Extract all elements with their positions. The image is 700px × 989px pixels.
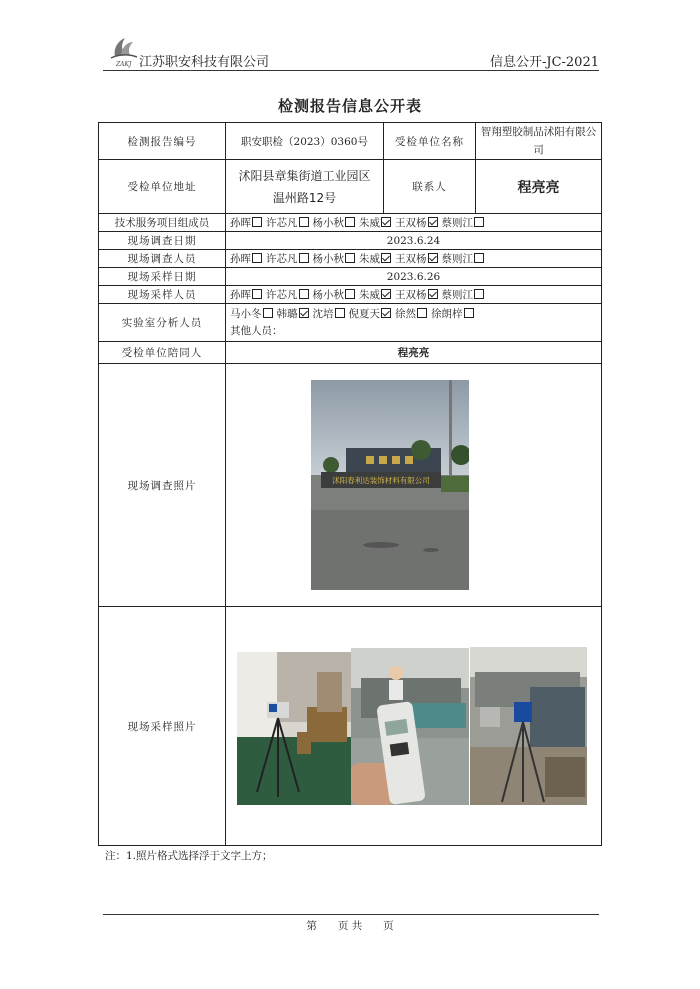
unchecked-box-icon[interactable] <box>252 289 262 299</box>
checklist-name: 杨小秋 <box>312 289 344 301</box>
gate-sign-text: 沭阳春利达装饰材料有限公司 <box>332 476 430 485</box>
checklist-item <box>230 253 266 265</box>
checklist-item <box>442 253 489 265</box>
checklist-item <box>442 217 489 229</box>
page-header <box>103 36 599 71</box>
checklist-item <box>266 289 313 301</box>
checklist-name: 许芯凡 <box>266 253 298 265</box>
unchecked-box-icon[interactable] <box>263 308 273 318</box>
checklist-item <box>266 217 313 229</box>
checklist-item <box>349 308 396 320</box>
row-address <box>99 160 602 214</box>
checked-box-icon[interactable] <box>428 217 438 227</box>
client-label: 受检单位名称 <box>384 123 476 160</box>
lab-checklist <box>226 304 602 342</box>
address-label: 受检单位地址 <box>99 160 226 214</box>
checklist-name: 马小冬 <box>230 307 262 320</box>
footer-divider <box>103 914 599 915</box>
row-lab <box>99 304 602 342</box>
sampling-photo-label: 现场采样照片 <box>99 607 226 846</box>
checklist-item <box>230 217 266 229</box>
checklist-name: 韩璐 <box>276 307 298 320</box>
checklist-name: 朱威 <box>359 289 380 301</box>
address-line-1: 沭阳县章集街道工业园区 <box>238 168 371 183</box>
checklist-name: 徐朗梓 <box>431 307 463 320</box>
row-team <box>99 214 602 232</box>
page-footer: 第 页 共 页 <box>306 920 394 932</box>
checklist-name: 孙晖 <box>230 217 251 229</box>
company-name: 江苏职安科技有限公司 <box>139 55 270 70</box>
checked-box-icon[interactable] <box>299 308 309 318</box>
checklist-item <box>230 308 277 320</box>
checked-box-icon[interactable] <box>381 289 391 299</box>
row-escort <box>99 342 602 364</box>
checklist-item <box>266 253 313 265</box>
checked-box-icon[interactable] <box>428 289 438 299</box>
survey-date-value: 2023.6.24 <box>226 232 602 250</box>
checklist-item <box>313 308 349 320</box>
unchecked-box-icon[interactable] <box>335 308 345 318</box>
unchecked-box-icon[interactable] <box>299 289 309 299</box>
checklist-name: 朱威 <box>359 253 380 265</box>
contact-label: 联系人 <box>384 160 476 214</box>
checklist-item <box>359 217 395 229</box>
checklist-item <box>313 253 360 265</box>
contact-value: 程亮亮 <box>476 160 602 214</box>
sampling-staff-label: 现场采样人员 <box>99 286 226 304</box>
checklist-name: 倪夏天 <box>348 307 380 320</box>
footnote: 注：1.照片格式选择浮于文字上方； <box>105 850 273 862</box>
lab-other: 其他人员： <box>230 324 283 337</box>
checklist-item <box>431 308 478 320</box>
unchecked-box-icon[interactable] <box>474 253 484 263</box>
checklist-name: 王双杨 <box>395 217 427 229</box>
sampling-photo-2 <box>351 648 469 805</box>
checklist-name: 王双杨 <box>395 253 427 265</box>
checklist-name: 许芯凡 <box>266 289 298 301</box>
checklist-name: 沈培 <box>312 307 334 320</box>
checklist-item <box>313 217 360 229</box>
report-no-label: 检测报告编号 <box>99 123 226 160</box>
row-survey-staff <box>99 250 602 268</box>
survey-photo-label: 现场调查照片 <box>99 364 226 607</box>
unchecked-box-icon[interactable] <box>345 253 355 263</box>
checklist-item <box>230 289 266 301</box>
checklist-item <box>395 253 442 265</box>
unchecked-box-icon[interactable] <box>299 253 309 263</box>
address-value <box>226 160 384 214</box>
survey-photo-gate <box>311 380 469 590</box>
survey-date-label: 现场调查日期 <box>99 232 226 250</box>
checklist-item <box>442 289 489 301</box>
checklist-name: 朱威 <box>359 217 380 229</box>
checklist-item <box>395 289 442 301</box>
checklist-name: 孙晖 <box>230 253 251 265</box>
checklist-name: 杨小秋 <box>312 217 344 229</box>
company-logo <box>107 34 141 68</box>
checklist-item <box>277 308 313 320</box>
unchecked-box-icon[interactable] <box>252 253 262 263</box>
survey-staff-checklist <box>226 250 602 268</box>
unchecked-box-icon[interactable] <box>252 217 262 227</box>
unchecked-box-icon[interactable] <box>345 217 355 227</box>
unchecked-box-icon[interactable] <box>474 217 484 227</box>
survey-staff-label: 现场调查人员 <box>99 250 226 268</box>
checklist-item <box>359 253 395 265</box>
team-checklist <box>226 214 602 232</box>
checklist-name: 王双杨 <box>395 289 427 301</box>
address-line-2: 温州路12号 <box>272 190 337 205</box>
checklist-name: 蔡则江 <box>441 217 473 229</box>
unchecked-box-icon[interactable] <box>417 308 427 318</box>
unchecked-box-icon[interactable] <box>474 289 484 299</box>
page-title: 检测报告信息公开表 <box>277 97 422 115</box>
row-report-no <box>99 123 602 160</box>
row-survey-date <box>99 232 602 250</box>
checked-box-icon[interactable] <box>381 308 391 318</box>
sampling-photo-1 <box>237 652 351 805</box>
sampling-photo-3 <box>470 647 587 805</box>
row-sampling-date <box>99 268 602 286</box>
checklist-item <box>313 289 360 301</box>
checked-box-icon[interactable] <box>381 217 391 227</box>
lab-label: 实验室分析人员 <box>99 304 226 342</box>
checklist-item <box>359 289 395 301</box>
sampling-staff-checklist <box>226 286 602 304</box>
client-value: 智翔塑胶制品沭阳有限公司 <box>476 123 602 160</box>
escort-label: 受检单位陪同人 <box>99 342 226 364</box>
team-label: 技术服务项目组成员 <box>99 214 226 232</box>
checklist-name: 蔡则江 <box>441 253 473 265</box>
checklist-name: 徐然 <box>395 307 416 320</box>
unchecked-box-icon[interactable] <box>464 308 474 318</box>
document-code: 信息公开-JC-2021 <box>489 55 599 70</box>
report-no-value: 职安职检（2023）0360号 <box>226 123 384 160</box>
checklist-name: 孙晖 <box>230 289 251 301</box>
checked-box-icon[interactable] <box>428 253 438 263</box>
unchecked-box-icon[interactable] <box>345 289 355 299</box>
row-sampling-staff <box>99 286 602 304</box>
checklist-item <box>395 217 442 229</box>
checklist-name: 蔡则江 <box>441 289 473 301</box>
sampling-date-value: 2023.6.26 <box>226 268 602 286</box>
checklist-name: 许芯凡 <box>266 217 298 229</box>
unchecked-box-icon[interactable] <box>299 217 309 227</box>
escort-value: 程亮亮 <box>226 342 602 364</box>
svg-text:ZAKJ: ZAKJ <box>116 61 132 68</box>
sampling-date-label: 现场采样日期 <box>99 268 226 286</box>
checked-box-icon[interactable] <box>381 253 391 263</box>
checklist-name: 杨小秋 <box>312 253 344 265</box>
checklist-item <box>395 308 431 320</box>
